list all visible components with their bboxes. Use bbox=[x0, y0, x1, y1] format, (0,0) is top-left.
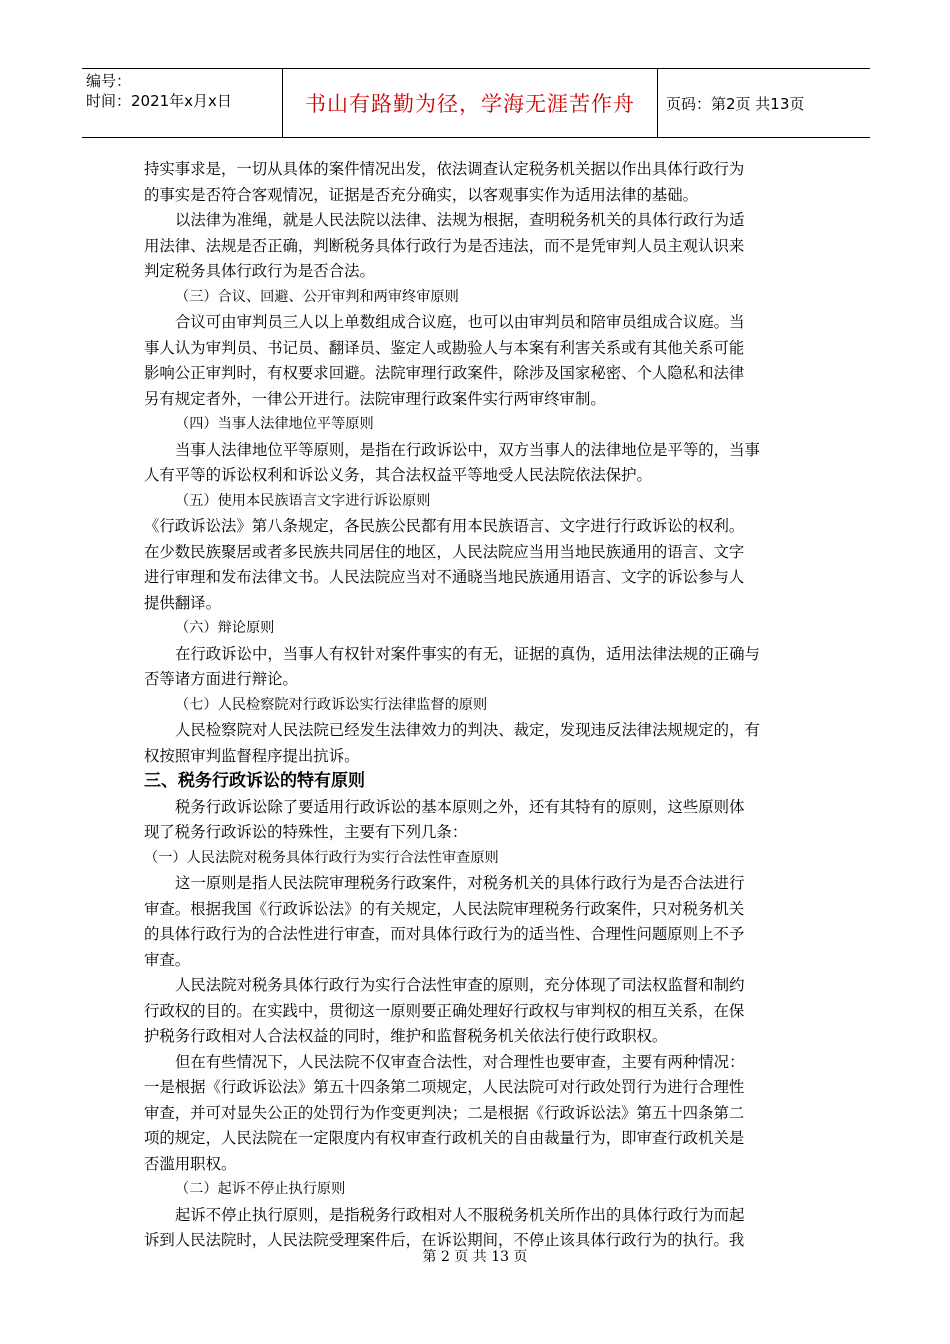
text-line: 但在有些情况下，人民法院不仅审查合法性，对合理性也要审查，主要有两种情况： bbox=[175, 1052, 745, 1071]
text-line: 审查。 bbox=[144, 950, 191, 969]
text-line: 否滥用职权。 bbox=[144, 1154, 237, 1173]
text-line: 用法律、法规是否正确，判断税务具体行政行为是否违法，而不是凭审判人员主观认识来 bbox=[144, 236, 745, 255]
header-page-info: 页码：第2页 共13页 bbox=[666, 94, 805, 113]
subsection-heading: （三）合议、回避、公开审判和两审终审原则 bbox=[175, 288, 459, 305]
text-line: 护税务行政相对人合法权益的同时，维护和监督税务机关依法行使行政职权。 bbox=[144, 1027, 668, 1045]
text-line: 这一原则是指人民法院审理税务行政案件，对税务机关的具体行政行为是否合法进行 bbox=[175, 874, 745, 892]
text-line: 人民法院对税务具体行政行为实行合法性审查的原则，充分体现了司法权监督和制约 bbox=[175, 976, 745, 994]
subsection-heading: （四）当事人法律地位平等原则 bbox=[175, 416, 374, 432]
text-line: 进行审理和发布法律文书。人民法院应当对不通晓当地民族通用语言、文字的诉讼参与人 bbox=[144, 568, 745, 586]
subsection-heading: （七）人民检察院对行政诉讼实行法律监督的原则 bbox=[175, 696, 488, 713]
text-line: 持实事求是，一切从具体的案件情况出发，依法调查认定税务机关据以作出具体行政行为 bbox=[144, 160, 745, 178]
text-line: 《行政诉讼法》第八条规定，各民族公民都有用本民族语言、文字进行行政诉讼的权利。 bbox=[144, 517, 745, 535]
text-line: 影响公正审判时，有权要求回避。法院审理行政案件，除涉及国家秘密、个人隐私和法律 bbox=[144, 364, 745, 382]
header-motto: 书山有路勤为径，学海无涯苦作舟 bbox=[283, 69, 658, 137]
subsection-heading: （五）使用本民族语言文字进行诉讼原则 bbox=[175, 492, 431, 509]
text-line: 以法律为准绳，就是人民法院以法律、法规为根据，查明税务机关的具体行政行为适 bbox=[175, 211, 745, 229]
text-line: 项的规定，人民法院在一定限度内有权审查行政机关的自由裁量行为，即审查行政机关是 bbox=[144, 1129, 745, 1147]
text-line: 在少数民族聚居或者多民族共同居住的地区，人民法院应当用当地民族通用的语言、文字 bbox=[144, 542, 745, 561]
text-line: 税务行政诉讼除了要适用行政诉讼的基本原则之外，还有其特有的原则，这些原则体 bbox=[175, 797, 745, 816]
section-heading: 三、税务行政诉讼的特有原则 bbox=[144, 771, 365, 791]
subsection-heading: （六）辩论原则 bbox=[175, 620, 275, 636]
text-line: 审查。根据我国《行政诉讼法》的有关规定，人民法院审理税务行政案件，只对税务机关 bbox=[144, 899, 745, 918]
text-line: 人有平等的诉讼权利和诉讼义务，其合法权益平等地受人民法院依法保护。 bbox=[144, 466, 652, 484]
page-header bbox=[82, 68, 870, 138]
text-line: 提供翻译。 bbox=[144, 593, 221, 612]
text-line: 合议可由审判员三人以上单数组成合议庭，也可以由审判员和陪审员组成合议庭。当 bbox=[175, 313, 745, 331]
text-line: 现了税务行政诉讼的特殊性，主要有下列几条： bbox=[144, 823, 468, 841]
text-line: 另有规定者外，一律公开进行。法院审理行政案件实行两审终审制。 bbox=[144, 389, 606, 408]
text-line: 判定税务具体行政行为是否合法。 bbox=[144, 262, 375, 280]
text-line: 的事实是否符合客观情况，证据是否充分确实，以客观事实作为适用法律的基础。 bbox=[144, 185, 699, 204]
text-line: 人民检察院对人民法院已经发生法律效力的判决、裁定，发现违反法律法规规定的，有 bbox=[175, 721, 760, 739]
text-line: 诉到人民法院时，人民法院受理案件后，在诉讼期间，不停止该具体行政行为的执行。我 bbox=[144, 1231, 745, 1249]
text-line: 当事人法律地位平等原则，是指在行政诉讼中，双方当事人的法律地位是平等的，当事 bbox=[175, 440, 760, 459]
text-line: 起诉不停止执行原则，是指税务行政相对人不服税务机关所作出的具体行政行为而起 bbox=[175, 1205, 745, 1224]
document-number-label: 编号： bbox=[86, 72, 132, 90]
subsection-heading: （一）人民法院对税务具体行政行为实行合法性审查原则 bbox=[144, 849, 499, 866]
text-line: 权按照审判监督程序提出抗诉。 bbox=[144, 746, 360, 765]
document-date: 时间：2021年x月x日 bbox=[86, 92, 232, 110]
document-body bbox=[144, 157, 810, 1254]
text-line: 行政权的目的。在实践中，贯彻这一原则要正确处理好行政权与审判权的相互关系，在保 bbox=[144, 1001, 745, 1020]
text-line: 否等诸方面进行辩论。 bbox=[144, 670, 298, 688]
text-line: 一是根据《行政诉讼法》第五十四条第二项规定，人民法院可对行政处罚行为进行合理性 bbox=[144, 1078, 745, 1096]
text-line: 在行政诉讼中，当事人有权针对案件事实的有无，证据的真伪，适用法律法规的正确与 bbox=[175, 644, 760, 663]
page-footer: 第 2 页 共 13 页 bbox=[422, 1249, 528, 1265]
text-line: 的具体行政行为的合法性进行审查，而对具体行政行为的适当性、合理性问题原则上不予 bbox=[144, 925, 745, 943]
text-line: 审查，并可对显失公正的处罚行为作变更判决；二是根据《行政诉讼法》第五十四条第二 bbox=[144, 1103, 745, 1122]
text-line: 事人认为审判员、书记员、翻译员、鉴定人或勘验人与本案有利害关系或有其他关系可能 bbox=[144, 338, 745, 357]
header-meta bbox=[82, 69, 283, 137]
subsection-heading: （二）起诉不停止执行原则 bbox=[175, 1181, 346, 1197]
